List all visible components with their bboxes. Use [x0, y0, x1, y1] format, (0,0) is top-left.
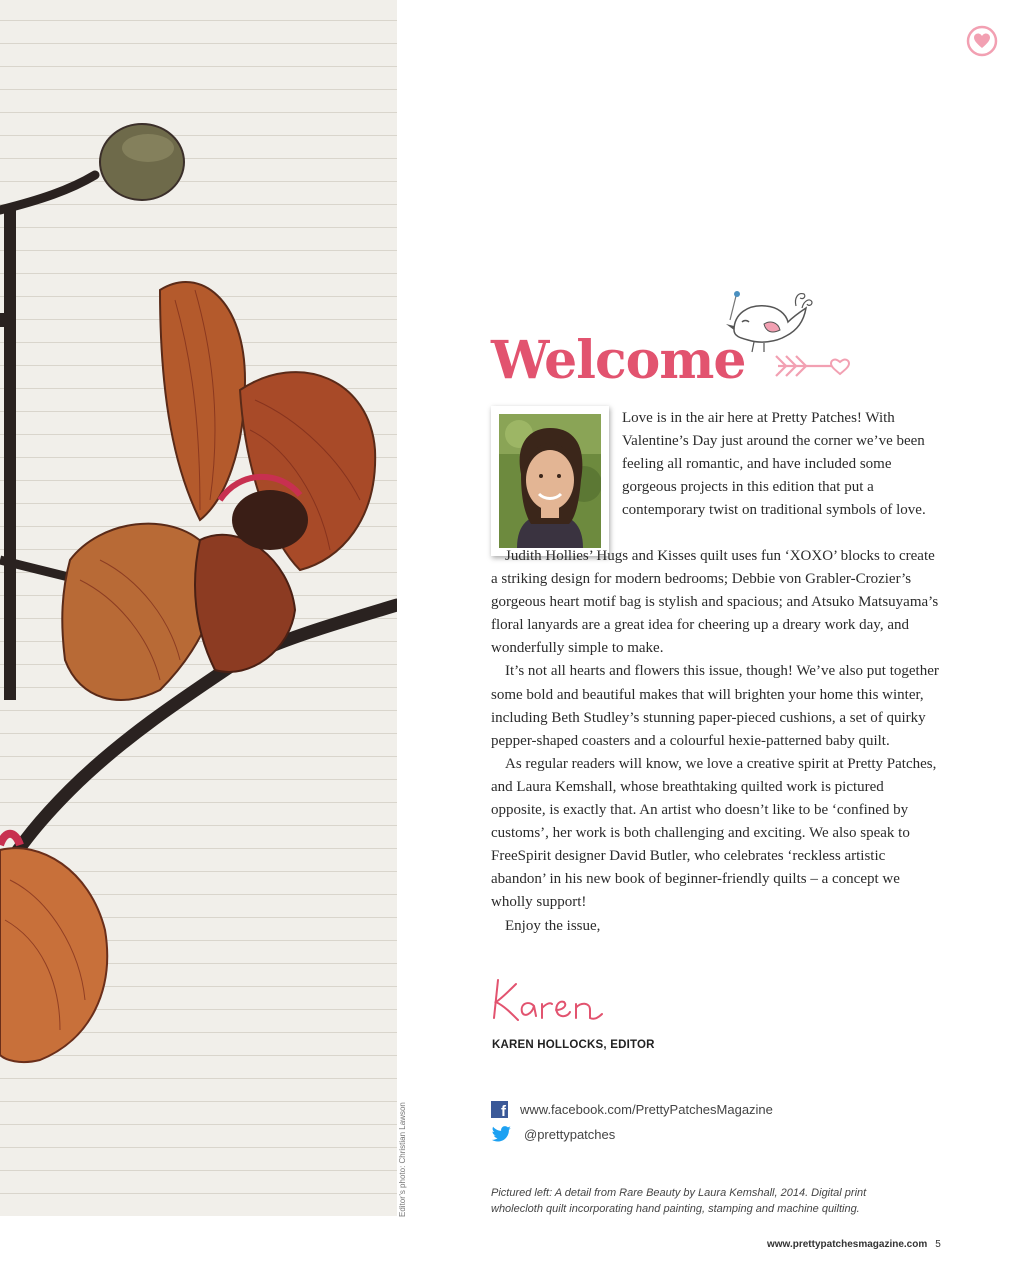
body-text [491, 545, 941, 938]
page-footer [767, 1239, 941, 1250]
editor-photo [491, 406, 609, 556]
editor-name: KAREN HOLLOCKS, EDITOR [492, 1039, 655, 1051]
editor-portrait-image [499, 414, 601, 548]
page-number: 5 [935, 1239, 941, 1250]
signature [490, 974, 610, 1026]
quilt-photo [0, 0, 397, 1216]
twitter-icon [491, 1126, 512, 1143]
facebook-url[interactable]: www.facebook.com/PrettyPatchesMagazine [520, 1102, 773, 1117]
footer-website[interactable]: www.prettypatchesmagazine.com [767, 1239, 928, 1250]
paragraph-makes: It’s not all hearts and flowers this issue, though! We’ve also put together some bold and beautiful makes that will brighten your home this winter, including Beth Studley’s stunning paper-pieced cushions, a set of quirky pepper-shaped coasters and a colourful hexie-patterned baby quilt. [491, 663, 939, 749]
arrow-icon [774, 348, 854, 384]
orchid-illustration [0, 0, 397, 1216]
paragraph-closing: Enjoy the issue, [505, 917, 601, 934]
facebook-icon: f [491, 1101, 508, 1118]
intro-paragraph: Love is in the air here at Pretty Patches! With Valentine’s Day just around the corner we’ve been feeling all romantic, and have included some gorgeous projects in this edition that put a contemporary twist on traditional symbols of love. [622, 410, 926, 519]
photo-credit: Editor’s photo: Christian Lawson [398, 1102, 407, 1217]
facebook-link[interactable] [491, 1101, 773, 1118]
paragraph-artist: As regular readers will know, we love a creative spirit at Pretty Patches, and Laura Kemshall, whose breathtaking quilted work is pictured opposite, is exactly that. An artist who doesn’t like to be ‘confined by customs’, her work is both challenging and exciting. We also speak to FreeSpirit designer David Butler, who celebrates ‘reckless artistic abandon’ in his new book of beginner-friendly quilts – a concept we wholly support! [491, 755, 937, 911]
twitter-handle[interactable]: @prettypatches [524, 1127, 616, 1142]
paragraph-projects: Judith Hollies’ Hugs and Kisses quilt uses fun ‘XOXO’ blocks to create a striking design for modern bedrooms; Debbie von Grabler-Crozier’s gorgeous heart motif bag is stylish and spacious; and Atsuko Matsuyama’s floral lanyards are a great idea for cheering up a dreary work day, and wonderfully simple to make. [491, 548, 939, 657]
twitter-link[interactable] [491, 1126, 615, 1143]
heart-icon [966, 24, 998, 58]
page-title: Welcome [491, 330, 746, 391]
photo-caption: Pictured left: A detail from Rare Beauty by Laura Kemshall, 2014. Digital print wholecloth quilt incorporating hand painting, stamping and machine quilting. [491, 1187, 867, 1215]
